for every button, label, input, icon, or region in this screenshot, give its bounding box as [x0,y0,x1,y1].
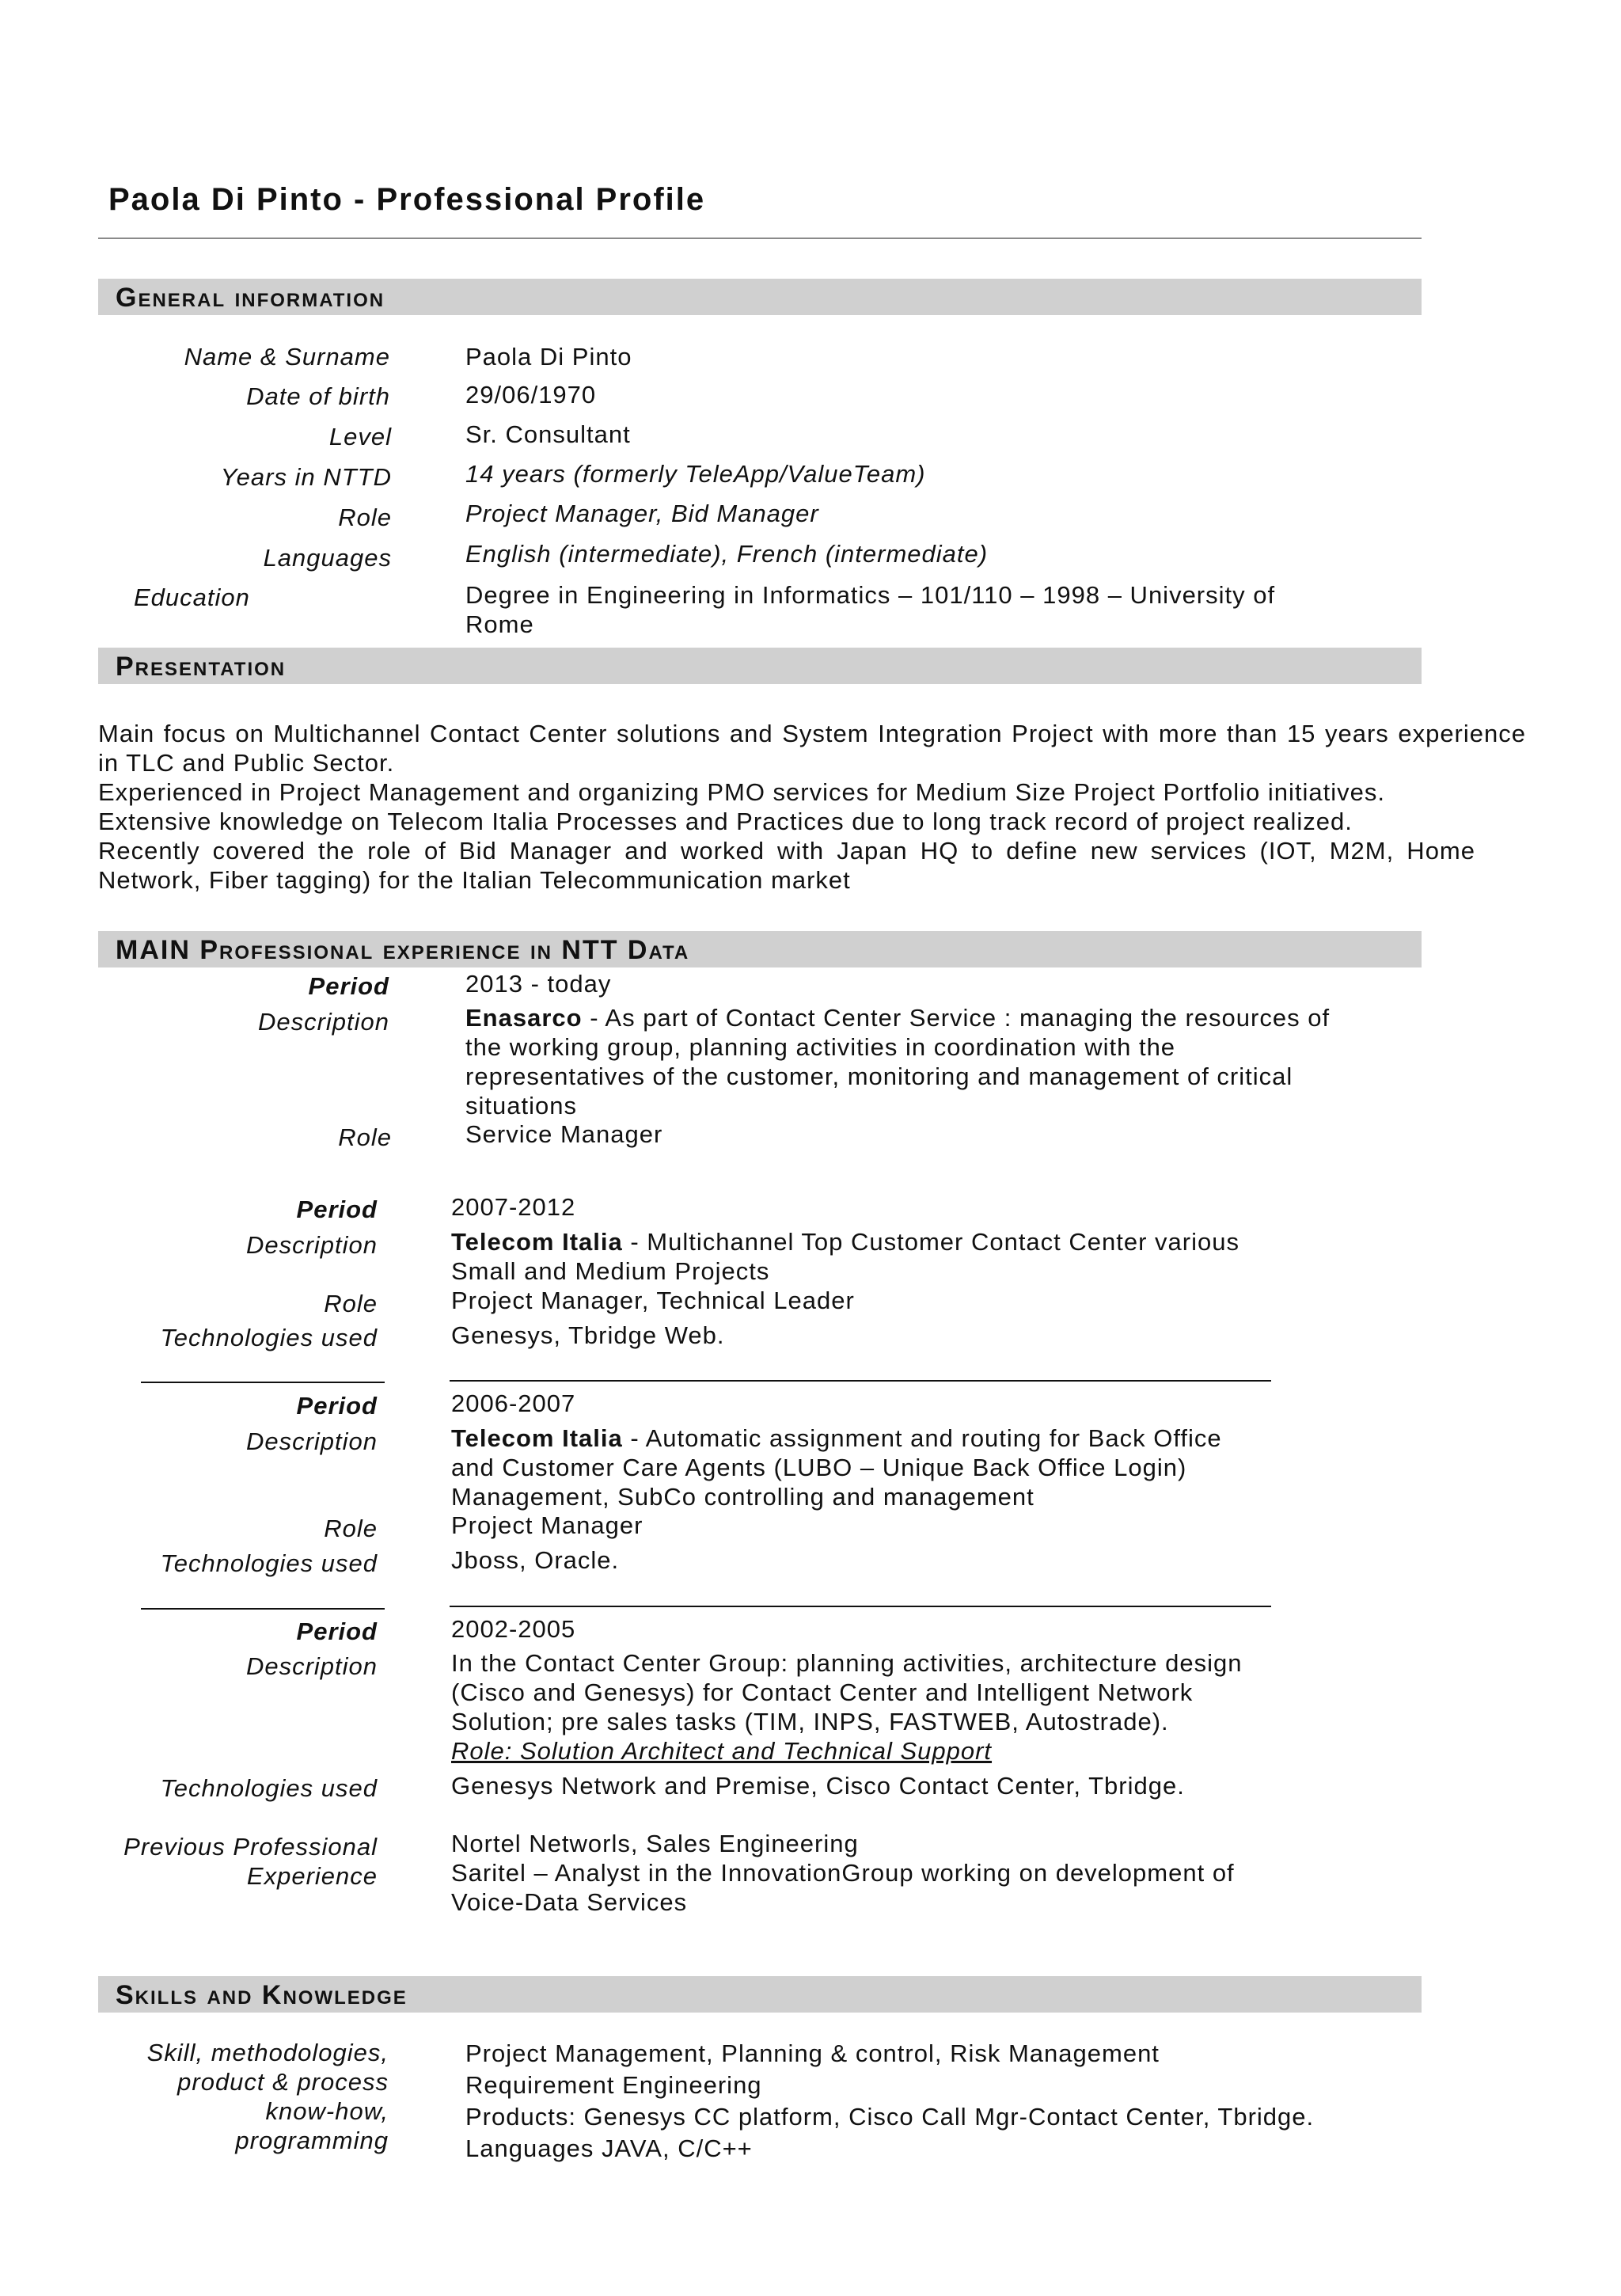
period-label: Period [296,1196,378,1223]
separator-right [450,1606,1271,1607]
role-label: Role [324,1515,378,1542]
level-value: Sr. Consultant [465,420,631,448]
experience-heading: MAIN Professional experience in NTT Data [116,935,690,965]
page-title: Paola Di Pinto - Professional Profile [108,182,706,217]
description-label: Description [257,1008,389,1036]
languages-value: English (intermediate), French (intermediate) [465,540,989,568]
skills-header [98,1976,1422,2013]
technologies-value: Genesys Network and Premise, Cisco Contact Center, Tbridge. [451,1772,1185,1800]
presentation-heading: Presentation [116,652,287,682]
languages-label: Languages [263,544,392,572]
skills-label: Skill, methodologies, product & process know-how, programming [146,2039,389,2154]
experience-header [98,931,1422,967]
previous-experience-label-line2: Experience [246,1862,378,1890]
presentation-paragraph: Extensive knowledge on Telecom Italia Processes and Practices due to long track record of project realized. [98,808,1353,835]
company-name: Telecom Italia [451,1228,623,1256]
role-note [451,1736,992,1766]
period-value: 2013 - today [465,970,612,998]
role-label: Role [324,1290,378,1317]
company-name: Telecom Italia [451,1424,623,1452]
role-value: Project Manager, Bid Manager [465,500,819,527]
description-value [451,1424,1401,1511]
role-note-text: Role: Solution Architect and Technical Support [451,1737,993,1765]
skills-value: Project Management, Planning & control, Risk Management Requirement Engineering Products: Genesys CC platform, Cisco Call Mgr-Contact Center, Tbridge. Languages JAVA, C/C++ [465,2039,1315,2162]
skills-heading: Skills and Knowledge [116,1980,408,2010]
description-label: Description [245,1231,378,1259]
separator-left [141,1382,385,1383]
role-value: Project Manager, Technical Leader [451,1287,855,1314]
education-value: Degree in Engineering in Informatics – 101/110 – 1998 – University of Rome [465,581,1276,638]
period-label: Period [296,1392,378,1420]
presentation-text [98,719,1526,895]
description-text: - Automatic assignment and routing for Back Office and Customer Care Agents (LUBO – Unique Back Office Login) Management, SubCo controlling and management [451,1424,1222,1511]
separator-left [141,1608,385,1610]
period-value: 2002-2005 [451,1615,576,1643]
description-value [465,1003,1415,1120]
technologies-value: Genesys, Tbridge Web. [451,1321,725,1349]
description-text: - As part of Contact Center Service : managing the resources of the working group, planning activities in coordination with the representatives of the customer, monitoring and management of critical situations [465,1004,1331,1119]
company-name: Enasarco [465,1004,583,1032]
description-label: Description [245,1652,378,1680]
technologies-label: Technologies used [160,1774,378,1802]
name-value: Paola Di Pinto [465,343,632,371]
level-label: Level [328,423,392,450]
role-label: Role [338,504,392,531]
description-value [451,1227,1401,1286]
period-value: 2006-2007 [451,1389,576,1417]
description-label: Description [245,1427,378,1455]
birth-date-value: 29/06/1970 [465,381,597,409]
education-label: Education [134,584,250,611]
previous-experience-value: Nortel Networls, Sales Engineering Saritel – Analyst in the InnovationGroup working on development of Voice-Data Services [451,1830,1235,1916]
separator-right [450,1380,1271,1382]
general-information-heading: General information [116,283,385,313]
role-value: Service Manager [465,1120,663,1148]
birth-date-label: Date of birth [246,382,390,410]
presentation-paragraph: Main focus on Multichannel Contact Center solutions and System Integration Project with more than 15 years experience in TLC and Public Sector. [98,720,1526,777]
technologies-value: Jboss, Oracle. [451,1546,620,1574]
presentation-paragraph: Recently covered the role of Bid Manager and worked with Japan HQ to define new services (IOT, M2M, Home Network, Fiber tagging) for the Italian Telecommunication market [98,837,1475,894]
previous-experience-label-line1: Previous Professional [123,1833,378,1861]
general-information-header [98,279,1422,315]
name-label: Name & Surname [184,343,390,371]
technologies-label: Technologies used [160,1549,378,1577]
years-label: Years in NTTD [220,463,392,491]
technologies-label: Technologies used [160,1324,378,1351]
presentation-header [98,648,1422,684]
title-divider [98,238,1422,239]
presentation-paragraph: Experienced in Project Management and organizing PMO services for Medium Size Project Portfolio initiatives. [98,778,1385,806]
description-value: In the Contact Center Group: planning activities, architecture design (Cisco and Genesys) for Contact Center and Intelligent Network Solution; pre sales tasks (TIM, INPS, FASTWEB, Autostrade). [451,1649,1243,1735]
period-label: Period [308,972,389,1000]
period-value: 2007-2012 [451,1193,576,1221]
role-value: Project Manager [451,1511,643,1539]
role-label: Role [338,1123,392,1151]
description-text: - Multichannel Top Customer Contact Center various Small and Medium Projects [451,1228,1239,1285]
period-label: Period [296,1617,378,1645]
years-value: 14 years (formerly TeleApp/ValueTeam) [465,460,926,488]
